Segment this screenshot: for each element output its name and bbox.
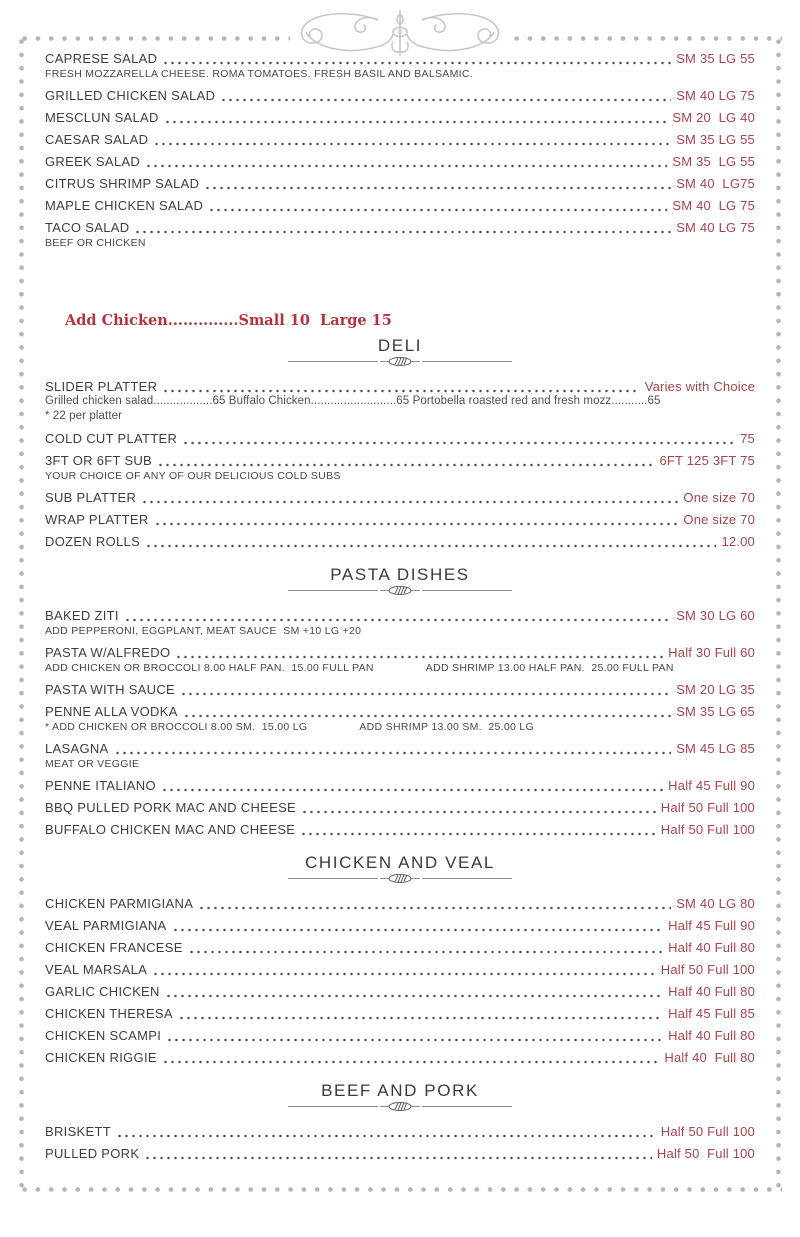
menu-section [45, 565, 755, 837]
section-title: CHICKEN AND VEAL [305, 853, 495, 872]
dot-leader [144, 1156, 652, 1160]
item-price: SM 40 LG75 [676, 176, 755, 191]
dot-leader [172, 928, 664, 932]
hatched-knot-icon [380, 1101, 420, 1112]
menu-item-row [45, 985, 755, 999]
menu-item [45, 919, 755, 933]
dot-leader [175, 655, 663, 659]
item-name: BRISKETT [45, 1124, 111, 1139]
dot-leader [153, 142, 671, 146]
menu-item [45, 1147, 755, 1161]
item-price: SM 45 LG 85 [676, 741, 755, 756]
section-divider [288, 356, 512, 367]
dot-leader [188, 950, 663, 954]
item-price: SM 40 LG 75 [676, 88, 755, 103]
dot-leader [165, 994, 663, 998]
item-name: MESCLUN SALAD [45, 110, 159, 125]
item-price: SM 40 LG 75 [672, 198, 755, 213]
section-divider [288, 585, 512, 596]
dot-leader [157, 463, 654, 467]
dot-leader [145, 164, 667, 168]
hatched-knot-icon [380, 356, 420, 367]
item-name: WRAP PLATTER [45, 512, 149, 527]
item-name: SLIDER PLATTER [45, 379, 158, 394]
item-desc-part: ADD SHRIMP 13.00 SM. 25.00 LG [359, 721, 534, 733]
menu-item-row [45, 454, 755, 468]
menu-item-row [45, 963, 755, 977]
item-name: CHICKEN SCAMPI [45, 1028, 162, 1043]
dot-leader [162, 61, 671, 65]
item-price: SM 40 LG 80 [676, 896, 755, 911]
item-subline: Grilled chicken salad..................65 Buffalo Chicken..........................65 Portobella roasted red and fresh mozz...........65 [45, 395, 661, 407]
page-border-top-right [510, 35, 782, 42]
menu-item-row [45, 535, 755, 549]
menu-item [45, 52, 755, 81]
menu-item [45, 535, 755, 549]
divider-line [422, 1106, 512, 1107]
dot-leader [114, 751, 672, 755]
menu-item-row [45, 155, 755, 169]
menu-item [45, 1125, 755, 1139]
dot-leader [300, 832, 655, 836]
dot-leader [208, 208, 667, 212]
menu-item-row [45, 779, 755, 793]
dot-leader [141, 500, 678, 504]
item-price: Half 40 Full 80 [668, 1028, 755, 1043]
dot-leader [301, 810, 656, 814]
hatched-knot-icon [380, 873, 420, 884]
menu-item-row [45, 742, 755, 756]
item-price: One size 70 [683, 512, 755, 527]
item-name: GARLIC CHICKEN [45, 984, 160, 999]
menu-item-row [45, 221, 755, 235]
menu-item-row [45, 919, 755, 933]
item-name: CAPRESE SALAD [45, 51, 158, 66]
menu-item [45, 823, 755, 837]
divider-line [422, 590, 512, 591]
dot-leader [198, 906, 671, 910]
menu-item-row [45, 491, 755, 505]
menu-item-row [45, 897, 755, 911]
dot-leader [162, 389, 639, 393]
menu-item [45, 985, 755, 999]
item-name: CITRUS SHRIMP SALAD [45, 176, 200, 191]
menu-item-row [45, 380, 755, 394]
dot-leader [164, 120, 668, 124]
dot-leader [145, 544, 716, 548]
dot-leader [220, 98, 671, 102]
page-border-top-left [18, 35, 290, 42]
dot-leader [162, 1060, 660, 1064]
item-name: LASAGNA [45, 741, 109, 756]
item-price: Half 50 Full 100 [660, 822, 755, 837]
menu-item-row [45, 801, 755, 815]
menu-item-row [45, 1007, 755, 1021]
menu-item-row [45, 1125, 755, 1139]
item-price: SM 20 LG 40 [672, 110, 755, 125]
menu-item-row [45, 705, 755, 719]
item-name: PASTA W/ALFREDO [45, 645, 171, 660]
menu-item-row [45, 52, 755, 66]
menu-item-row [45, 111, 755, 125]
menu-item [45, 177, 755, 191]
menu-item [45, 1029, 755, 1043]
section-divider [288, 1101, 512, 1112]
divider-line [288, 361, 378, 362]
menu-item [45, 155, 755, 169]
dot-leader [178, 1016, 663, 1020]
item-desc-part: * ADD CHICKEN OR BROCCOLI 8.00 SM. 15.00 LG [45, 721, 308, 733]
item-price: Half 45 Full 90 [668, 918, 755, 933]
dot-leader [180, 692, 671, 696]
menu-item [45, 513, 755, 527]
item-price: SM 35 LG 55 [676, 51, 755, 66]
item-price: 6FT 125 3FT 75 [659, 453, 755, 468]
item-name: DOZEN ROLLS [45, 534, 141, 549]
divider-line [288, 878, 378, 879]
item-price: Half 30 Full 60 [668, 645, 755, 660]
item-name: CHICKEN THERESA [45, 1006, 173, 1021]
item-name: PENNE ALLA VODKA [45, 704, 178, 719]
menu-item [45, 1007, 755, 1021]
item-desc [45, 662, 755, 675]
item-price: SM 35 LG 65 [676, 704, 755, 719]
item-desc: ADD PEPPERONI, EGGPLANT, MEAT SAUCE SM +10 LG +20 [45, 625, 362, 637]
dot-leader [154, 522, 679, 526]
item-desc-part: ADD CHICKEN OR BROCCOLI 8.00 HALF PAN. 15.00 FULL PAN [45, 662, 374, 674]
item-price: Varies with Choice [644, 379, 755, 394]
menu-item [45, 963, 755, 977]
item-subline: * 22 per platter [45, 410, 123, 422]
item-name: GRILLED CHICKEN SALAD [45, 88, 216, 103]
menu-item [45, 609, 755, 638]
menu-item-row [45, 1147, 755, 1161]
add-chicken-note: Add Chicken..............Small 10 Large 15 [65, 312, 392, 329]
menu-content [45, 52, 755, 1169]
section-divider [288, 873, 512, 884]
menu-item [45, 221, 755, 250]
menu-item [45, 779, 755, 793]
item-name: GREEK SALAD [45, 154, 141, 169]
menu-item-row [45, 609, 755, 623]
item-price: Half 45 Full 90 [668, 778, 755, 793]
item-name: PENNE ITALIANO [45, 778, 156, 793]
menu-item-row [45, 1029, 755, 1043]
dot-leader [204, 186, 671, 190]
dot-leader [152, 972, 656, 976]
item-price: Half 50 Full 100 [660, 800, 755, 815]
item-price: One size 70 [683, 490, 755, 505]
item-name: 3FT OR 6FT SUB [45, 453, 153, 468]
menu-section [45, 1081, 755, 1161]
menu-item [45, 742, 755, 771]
item-name: PASTA WITH SAUCE [45, 682, 176, 697]
item-price: SM 30 LG 60 [676, 608, 755, 623]
menu-item-row [45, 513, 755, 527]
item-name: BBQ PULLED PORK MAC AND CHEESE [45, 800, 297, 815]
item-name: TACO SALAD [45, 220, 130, 235]
page-border-bottom [18, 1186, 782, 1193]
item-price: Half 50 Full 100 [660, 962, 755, 977]
menu-section [45, 52, 755, 250]
item-name: BUFFALO CHICKEN MAC AND CHEESE [45, 822, 296, 837]
menu-section [45, 853, 755, 1065]
item-name: CHICKEN RIGGIE [45, 1050, 157, 1065]
menu-item-row [45, 1051, 755, 1065]
item-desc-part: ADD SHRIMP 13.00 HALF PAN. 25.00 FULL PAN [425, 662, 674, 674]
dot-leader [182, 441, 735, 445]
item-price: Half 50 Full 100 [656, 1146, 755, 1161]
menu-item [45, 1051, 755, 1065]
menu-item [45, 646, 755, 675]
item-name: VEAL PARMIGIANA [45, 918, 167, 933]
item-name: CHICKEN FRANCESE [45, 940, 183, 955]
item-price: Half 50 Full 100 [660, 1124, 755, 1139]
dot-leader [166, 1038, 663, 1042]
item-price: 75 [740, 431, 755, 446]
item-name: PULLED PORK [45, 1146, 140, 1161]
item-name: SUB PLATTER [45, 490, 137, 505]
item-name: CAESAR SALAD [45, 132, 149, 147]
menu-item [45, 705, 755, 734]
item-price: SM 20 LG 35 [676, 682, 755, 697]
item-price: Half 40 Full 80 [668, 984, 755, 999]
item-name: CHICKEN PARMIGIANA [45, 896, 194, 911]
dot-leader [183, 714, 671, 718]
item-desc: BEEF OR CHICKEN [45, 237, 146, 249]
item-price: SM 40 LG 75 [676, 220, 755, 235]
page-border-left [18, 35, 25, 1193]
item-desc [45, 721, 755, 734]
divider-line [288, 1106, 378, 1107]
divider-line [422, 878, 512, 879]
menu-item-row [45, 89, 755, 103]
menu-item [45, 432, 755, 446]
menu-item-row [45, 941, 755, 955]
item-price: 12.00 [721, 534, 755, 549]
dot-leader [134, 230, 671, 234]
menu-item [45, 380, 755, 424]
menu-item [45, 491, 755, 505]
hatched-knot-icon [380, 585, 420, 596]
divider-line [288, 590, 378, 591]
item-name: BAKED ZITI [45, 608, 119, 623]
item-desc: MEAT OR VEGGIE [45, 758, 140, 770]
section-title: BEEF AND PORK [321, 1081, 479, 1100]
item-price: Half 40 Full 80 [664, 1050, 755, 1065]
dot-leader [124, 618, 671, 622]
item-price: SM 35 LG 55 [672, 154, 755, 169]
menu-section [45, 312, 755, 549]
menu-item [45, 199, 755, 213]
section-title: PASTA DISHES [330, 565, 470, 584]
menu-item-row [45, 823, 755, 837]
item-name: MAPLE CHICKEN SALAD [45, 198, 204, 213]
menu-item-row [45, 133, 755, 147]
menu-item [45, 897, 755, 911]
menu-item [45, 941, 755, 955]
item-name: VEAL MARSALA [45, 962, 148, 977]
menu-item [45, 111, 755, 125]
menu-item [45, 89, 755, 103]
menu-item [45, 454, 755, 483]
dot-leader [161, 788, 663, 792]
menu-item-row [45, 432, 755, 446]
menu-item [45, 801, 755, 815]
menu-item-row [45, 199, 755, 213]
menu-item-row [45, 646, 755, 660]
item-name: COLD CUT PLATTER [45, 431, 178, 446]
item-price: SM 35 LG 55 [676, 132, 755, 147]
section-title: DELI [377, 336, 423, 355]
dot-leader [116, 1134, 656, 1138]
menu-item-row [45, 683, 755, 697]
menu-item [45, 133, 755, 147]
divider-line [422, 361, 512, 362]
item-desc: FRESH MOZZARELLA CHEESE. ROMA TOMATOES. FRESH BASIL AND BALSAMIC. [45, 68, 473, 80]
menu-item-row [45, 177, 755, 191]
item-desc: YOUR CHOICE OF ANY OF OUR DELICIOUS COLD SUBS [45, 470, 341, 482]
item-price: Half 45 Full 85 [668, 1006, 755, 1021]
menu-item [45, 683, 755, 697]
page-border-right [775, 35, 782, 1193]
item-price: Half 40 Full 80 [668, 940, 755, 955]
